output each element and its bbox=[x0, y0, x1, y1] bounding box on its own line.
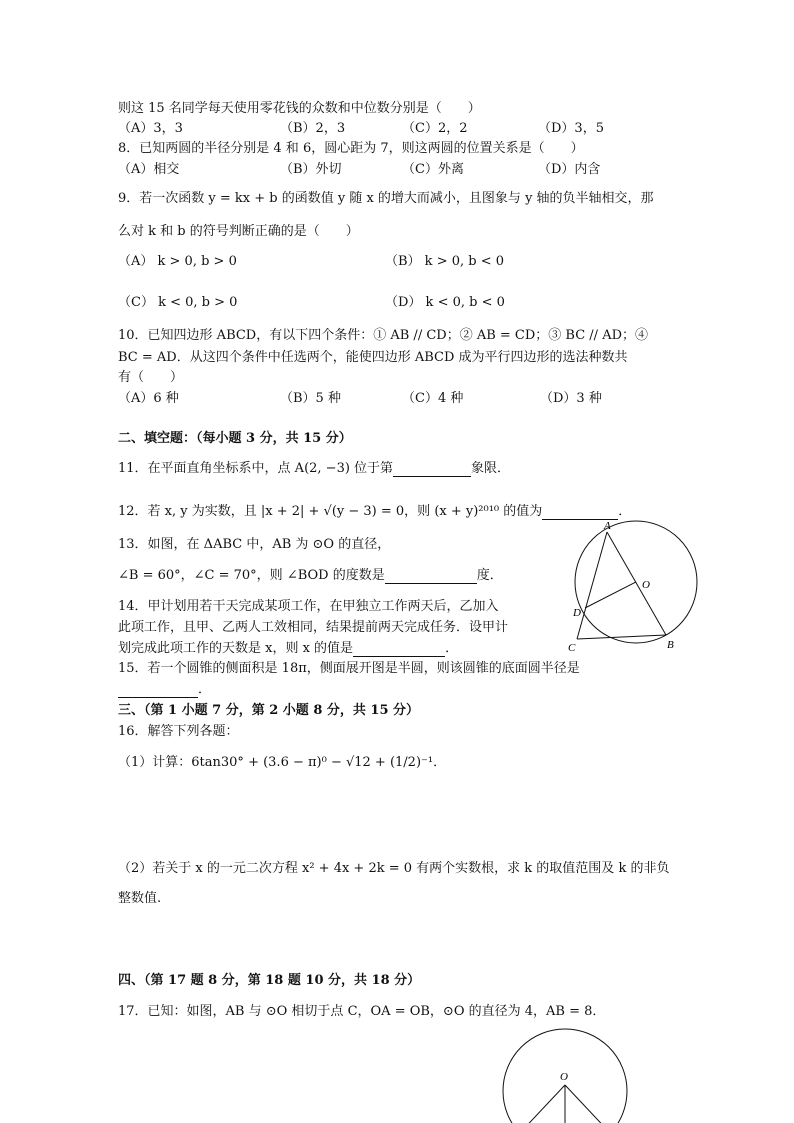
q13-line2: ∠B = 60°，∠C = 70°，则 ∠BOD 的度数是 bbox=[118, 568, 385, 583]
q14-line1: 14．甲计划用若干天完成某项工作，在甲独立工作两天后，乙加入 bbox=[118, 599, 499, 614]
q16-stem: 16．解答下列各题： bbox=[118, 724, 239, 739]
q17-text: 17．已知：如图，AB 与 ⊙O 相切于点 C，OA = OB，⊙O 的直径为 4，AB = 8． bbox=[118, 1004, 606, 1019]
q10-option-c: （C）4 种 bbox=[402, 391, 464, 406]
q7-option-a: （A）3，3 bbox=[118, 121, 183, 136]
q14-line3: 划完成此项工作的天数是 x，则 x 的值是 bbox=[118, 641, 354, 656]
q11-line bbox=[118, 461, 510, 477]
q11-text: 11．在平面直角坐标系中，点 A(2, −3) 位于第 bbox=[118, 461, 394, 476]
q13-line1: 13．如图，在 ΔABC 中，AB 为 ⊙O 的直径， bbox=[118, 537, 391, 552]
q13-tail: 度． bbox=[476, 568, 503, 583]
section2-heading: 二、填空题：（每小题 3 分，共 15 分） bbox=[118, 431, 352, 446]
q8-option-d: （D）内含 bbox=[538, 162, 601, 177]
q10-option-b: （B）5 种 bbox=[280, 391, 341, 406]
q10-line3: 有（ ） bbox=[118, 370, 184, 385]
q16-part1: （1）计算：6tan30° + (3.6 − π)⁰ − √12 + (1/2)⁻¹． bbox=[118, 755, 447, 770]
q7-option-d: （D）3，5 bbox=[538, 121, 604, 136]
q14-answer-blank bbox=[353, 643, 445, 657]
q12-answer-blank bbox=[542, 506, 618, 520]
q7-stem: 则这 15 名同学每天使用零花钱的众数和中位数分别是（ ） bbox=[118, 101, 481, 116]
q9-line2: 么对 k 和 b 的符号判断正确的是（ ） bbox=[118, 224, 359, 239]
q12-tail: ． bbox=[618, 504, 632, 519]
label-o: O bbox=[560, 1071, 568, 1083]
q8-stem: 8．已知两圆的半径分别是 4 和 6，圆心距为 7，则这两圆的位置关系是（ ） bbox=[118, 141, 584, 156]
q10-option-a: （A）6 种 bbox=[118, 391, 179, 406]
q10-line2: BC = AD．从这四个条件中任选两个，能使四边形 ABCD 成为平行四边形的选法种数共 bbox=[118, 350, 628, 365]
segment-ac bbox=[577, 532, 607, 639]
q13-answer-blank bbox=[385, 570, 477, 584]
label-a: A bbox=[604, 520, 611, 532]
q14-line3-wrap bbox=[118, 641, 458, 657]
q15-tail: ． bbox=[198, 682, 212, 697]
q12-text: 12．若 x, y 为实数，且 |x + 2| + √(y − 3) = 0，则 (x + y)²⁰¹⁰ 的值为 bbox=[118, 504, 543, 519]
q8-option-a: （A）相交 bbox=[118, 162, 180, 177]
q8-option-b: （B）外切 bbox=[280, 162, 342, 177]
q9-option-b: （B） k > 0, b < 0 bbox=[385, 254, 505, 269]
segment-ab bbox=[607, 532, 666, 635]
q11-answer-blank bbox=[393, 463, 471, 477]
q14-tail: ． bbox=[445, 641, 459, 656]
q10-option-d: （D）3 种 bbox=[540, 391, 602, 406]
q9-option-c: （C） k < 0, b > 0 bbox=[118, 295, 238, 310]
q10-line1: 10．已知四边形 ABCD，有以下四个条件：① AB // CD；② AB = CD；③ BC // AD；④ bbox=[118, 328, 649, 343]
segment-cb bbox=[577, 635, 666, 639]
q11-tail: 象限． bbox=[471, 461, 511, 476]
label-b: B bbox=[667, 639, 674, 651]
q17-figure bbox=[490, 1025, 640, 1123]
q9-option-d: （D） k < 0, b < 0 bbox=[385, 295, 505, 310]
q9-line1: 9．若一次函数 y = kx + b 的函数值 y 随 x 的增大而减小，且图象与 y 轴的负半轴相交，那 bbox=[118, 191, 654, 206]
q16-part2-line2: 整数值. bbox=[118, 891, 162, 906]
label-c: C bbox=[568, 642, 576, 654]
q15-line1: 15．若一个圆锥的侧面积是 18π，侧面展开图是半圆，则该圆锥的底面圆半径是 bbox=[118, 661, 580, 676]
q7-option-c: （C）2，2 bbox=[402, 121, 468, 136]
segment-oa bbox=[518, 1085, 565, 1123]
q9-option-a: （A） k > 0, b > 0 bbox=[118, 254, 237, 269]
q8-option-c: （C）外离 bbox=[402, 162, 464, 177]
segment-ob bbox=[565, 1085, 612, 1123]
segment-do bbox=[585, 582, 636, 608]
q13-line2-wrap bbox=[118, 568, 503, 584]
section3-heading: 三、（第 1 小题 7 分，第 2 小题 8 分，共 15 分） bbox=[118, 703, 420, 718]
q15-answer-blank bbox=[118, 684, 198, 698]
q7-option-b: （B）2，3 bbox=[280, 121, 346, 136]
q13-figure bbox=[560, 520, 710, 660]
q12-line bbox=[118, 504, 631, 520]
label-d: D bbox=[573, 607, 581, 619]
q14-line2: 此项工作，且甲、乙两人工效相同，结果提前两天完成任务．设甲计 bbox=[118, 620, 509, 635]
q15-line2-wrap bbox=[118, 682, 211, 698]
q16-part2-line1: （2）若关于 x 的一元二次方程 x² + 4x + 2k = 0 有两个实数根，求 k 的取值范围及 k 的非负 bbox=[118, 861, 670, 876]
section4-heading: 四、（第 17 题 8 分，第 18 题 10 分，共 18 分） bbox=[118, 973, 421, 988]
label-o: O bbox=[642, 579, 650, 591]
